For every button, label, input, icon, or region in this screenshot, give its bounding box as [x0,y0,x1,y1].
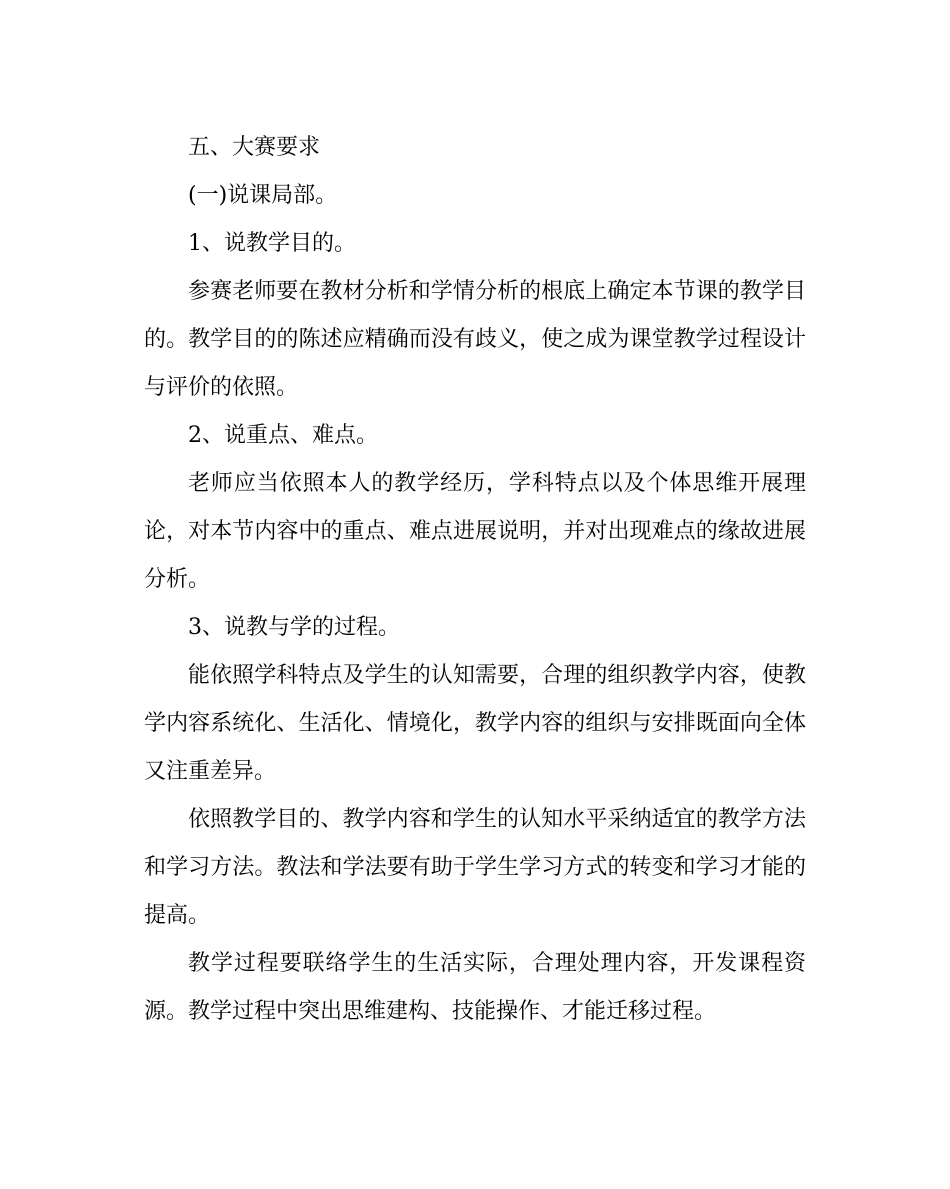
section-title: 五、大赛要求 [188,135,321,160]
item-heading: 1、说教学目的。 [188,231,356,256]
body-paragraph: 依照教学目的、教学内容和学生的认知水平采纳适宜的教学方法和学习方法。教法和学法要有助于学生学习方式的转变和学习才能的提高。 [144,807,806,928]
document-page [144,124,806,1036]
subsection-title: (一)说课局部。 [188,183,338,208]
body-paragraph: 能依照学科特点及学生的认知需要，合理的组织教学内容，使教学内容系统化、生活化、情境化，教学内容的组织与安排既面向全体又注重差异。 [144,663,806,784]
body-paragraph: 教学过程要联络学生的生活实际，合理处理内容，开发课程资源。教学过程中突出思维建构、技能操作、才能迁移过程。 [144,951,806,1024]
body-paragraph: 老师应当依照本人的教学经历，学科特点以及个体思维开展理论，对本节内容中的重点、难点进展说明，并对出现难点的缘故进展分析。 [144,471,806,592]
body-paragraph: 参赛老师要在教材分析和学情分析的根底上确定本节课的教学目的。教学目的的陈述应精确而没有歧义，使之成为课堂教学过程设计与评价的依照。 [144,279,806,400]
item-heading: 3、说教与学的过程。 [188,615,400,640]
item-heading: 2、说重点、难点。 [188,423,378,448]
